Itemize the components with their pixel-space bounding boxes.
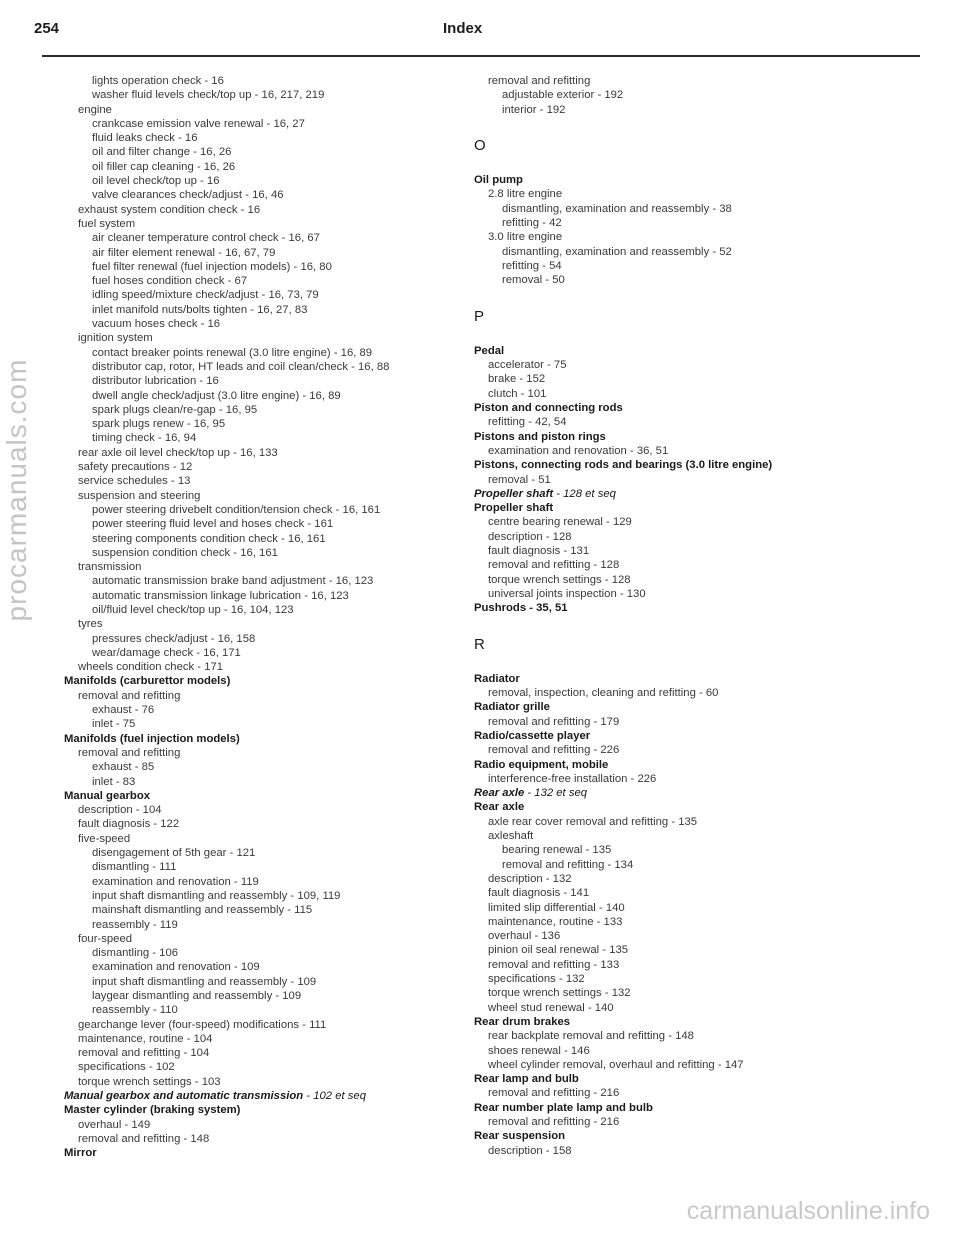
index-entry: refitting - 42, 54 <box>488 416 567 429</box>
index-heading: Propeller shaft <box>474 502 554 515</box>
index-heading: Oil pump <box>474 174 523 187</box>
index-heading: Rear suspension <box>474 1130 566 1143</box>
index-entry: reassembly - 110 <box>92 1004 178 1017</box>
section-letter: R <box>474 635 485 653</box>
index-entry: examination and renovation - 109 <box>92 961 260 974</box>
index-entry: oil and filter change - 16, 26 <box>92 146 232 159</box>
index-entry: oil level check/top up - 16 <box>92 175 220 188</box>
index-heading: Rear axle <box>474 801 525 814</box>
index-heading: Mirror <box>64 1147 97 1160</box>
index-entry: axleshaft <box>488 830 534 843</box>
index-entry: refitting - 54 <box>502 259 562 272</box>
index-entry: power steering fluid level and hoses check - 161 <box>92 518 334 531</box>
index-entry: rear backplate removal and refitting - 148 <box>488 1030 694 1043</box>
index-entry: power steering drivebelt condition/tension check - 16, 161 <box>92 503 381 516</box>
index-entry: wear/damage check - 16, 171 <box>92 646 241 659</box>
index-entry: limited slip differential - 140 <box>488 901 625 914</box>
index-entry: removal and refitting - 128 <box>488 559 620 572</box>
index-entry: spark plugs renew - 16, 95 <box>92 418 226 431</box>
index-entry: washer fluid levels check/top up - 16, 217, 219 <box>92 89 325 102</box>
index-entry: description - 128 <box>488 530 572 543</box>
index-entry: exhaust - 76 <box>92 704 155 717</box>
section-letter: P <box>474 307 485 325</box>
index-entry: universal joints inspection - 130 <box>488 587 646 600</box>
index-entry: maintenance, routine - 104 <box>78 1032 213 1045</box>
index-entry: overhaul - 136 <box>488 930 561 943</box>
index-entry: input shaft dismantling and reassembly - 109 <box>92 975 317 988</box>
index-entry: torque wrench settings - 103 <box>78 1075 221 1088</box>
index-entry: oil/fluid level check/top up - 16, 104, 123 <box>92 603 294 616</box>
index-entry: removal and refitting - 148 <box>78 1132 210 1145</box>
index-entry: removal and refitting - 226 <box>488 744 620 757</box>
index-entry: timing check - 16, 94 <box>92 432 197 445</box>
index-heading: Radiator <box>474 672 520 685</box>
index-entry: removal, inspection, cleaning and refitting - 60 <box>488 687 719 700</box>
index-column-right <box>474 74 934 1158</box>
watermark-left <box>0 190 34 790</box>
index-entry: ignition system <box>78 332 153 345</box>
index-entry: refitting - 42 <box>502 217 562 230</box>
index-entry: axle rear cover removal and refitting - 135 <box>488 815 698 828</box>
index-entry: fault diagnosis - 122 <box>78 818 180 831</box>
index-entry: pressures check/adjust - 16, 158 <box>92 632 256 645</box>
index-entry: valve clearances check/adjust - 16, 46 <box>92 189 284 202</box>
index-page-ref: - 132 et seq <box>524 787 588 800</box>
index-entry: accelerator - 75 <box>488 359 567 372</box>
index-entry: service schedules - 13 <box>78 475 191 488</box>
index-entry: safety precautions - 12 <box>78 461 193 474</box>
index-heading: Rear number plate lamp and bulb <box>474 1101 653 1114</box>
index-entry: removal and refitting - 216 <box>488 1087 620 1100</box>
index-entry: clutch - 101 <box>488 387 547 400</box>
index-entry: suspension and steering <box>78 489 201 502</box>
index-entry: mainshaft dismantling and reassembly - 115 <box>92 904 313 917</box>
index-entry: tyres <box>78 618 103 631</box>
index-entry: fuel hoses condition check - 67 <box>92 275 248 288</box>
index-entry: overhaul - 149 <box>78 1118 151 1131</box>
page-number: 254 <box>34 20 60 37</box>
index-heading <box>64 1089 484 1103</box>
index-entry: wheel cylinder removal, overhaul and refitting - 147 <box>488 1058 744 1071</box>
index-entry: removal and refitting - 179 <box>488 715 620 728</box>
index-page-ref: - 128 et seq <box>553 487 616 500</box>
watermark-bottom: carmanualsonline.info <box>686 1197 930 1225</box>
page-title: Index <box>443 20 483 37</box>
index-entry: removal and refitting <box>78 689 181 702</box>
index-entry: transmission <box>78 561 142 574</box>
index-entry: engine <box>78 103 112 116</box>
index-heading: Radiator grille <box>474 701 550 714</box>
index-entry: 2.8 litre engine <box>488 188 563 201</box>
index-entry: bearing renewal - 135 <box>502 844 612 857</box>
index-entry: automatic transmission linkage lubrication - 16, 123 <box>92 589 349 602</box>
index-entry: reassembly - 119 <box>92 918 178 931</box>
index-entry: air filter element renewal - 16, 67, 79 <box>92 246 276 259</box>
index-heading: Manual gearbox <box>64 789 151 802</box>
index-entry: adjustable exterior - 192 <box>502 89 624 102</box>
index-heading: Radio equipment, mobile <box>474 758 609 771</box>
index-entry: 3.0 litre engine <box>488 231 563 244</box>
index-entry: suspension condition check - 16, 161 <box>92 546 278 559</box>
section-letter: O <box>474 136 486 154</box>
index-entry: oil filler cap cleaning - 16, 26 <box>92 160 236 173</box>
index-heading: Pistons, connecting rods and bearings (3.0 litre engine) <box>474 459 773 472</box>
index-heading <box>474 786 934 800</box>
index-heading: Pedal <box>474 344 505 357</box>
index-entry: interior - 192 <box>502 103 566 116</box>
index-entry: steering components condition check - 16, 161 <box>92 532 326 545</box>
index-entry: removal and refitting <box>78 746 181 759</box>
index-entry: removal - 50 <box>502 274 565 287</box>
index-entry: examination and renovation - 36, 51 <box>488 444 669 457</box>
index-entry: contact breaker points renewal (3.0 litre engine) - 16, 89 <box>92 346 373 359</box>
index-entry: specifications - 102 <box>78 1061 175 1074</box>
index-heading: Master cylinder (braking system) <box>64 1104 241 1117</box>
index-entry: removal - 51 <box>488 473 551 486</box>
index-entry: pinion oil seal renewal - 135 <box>488 944 629 957</box>
index-heading-text: Manual gearbox and automatic transmission <box>64 1090 304 1103</box>
index-entry: torque wrench settings - 128 <box>488 573 631 586</box>
index-entry: laygear dismantling and reassembly - 109 <box>92 990 302 1002</box>
index-entry: input shaft dismantling and reassembly - 109, 119 <box>92 889 341 902</box>
index-entry: idling speed/mixture check/adjust - 16, 73, 79 <box>92 289 319 302</box>
index-entry: dismantling - 111 <box>92 861 177 874</box>
index-entry: description - 132 <box>488 872 572 885</box>
index-heading-text: Rear axle <box>474 787 525 800</box>
index-entry: five-speed <box>78 832 131 845</box>
index-entry: removal and refitting <box>488 75 591 87</box>
watermark-left-text: procarmanuals.com <box>1 358 32 622</box>
index-entry: examination and renovation - 119 <box>92 875 259 888</box>
index-entry: removal and refitting - 134 <box>502 858 634 871</box>
index-entry: four-speed <box>78 932 133 945</box>
index-heading: Rear lamp and bulb <box>474 1073 579 1086</box>
index-page-ref: - 102 et seq <box>303 1090 366 1103</box>
index-entry: description - 104 <box>78 804 162 817</box>
index-entry: fluid leaks check - 16 <box>92 132 198 145</box>
index-entry: dismantling, examination and reassembly - 52 <box>502 245 732 258</box>
index-heading: Manifolds (carburettor models) <box>64 675 231 688</box>
index-entry: dismantling - 106 <box>92 947 179 960</box>
index-entry: fault diagnosis - 141 <box>488 887 590 900</box>
index-heading: Manifolds (fuel injection models) <box>64 732 240 745</box>
index-entry: removal and refitting - 216 <box>488 1116 620 1128</box>
index-entry: wheels condition check - 171 <box>78 661 224 674</box>
index-entry: fault diagnosis - 131 <box>488 545 590 558</box>
header-rule <box>42 55 920 57</box>
index-entry: exhaust system condition check - 16 <box>78 203 261 216</box>
index-entry: lights operation check - 16 <box>92 75 224 87</box>
index-entry: distributor lubrication - 16 <box>92 375 219 388</box>
index-heading: Rear drum brakes <box>474 1015 571 1028</box>
index-entry: inlet - 83 <box>92 775 136 788</box>
index-entry: vacuum hoses check - 16 <box>92 318 221 331</box>
index-heading: Pushrods - 35, 51 <box>474 602 568 615</box>
index-entry: removal and refitting - 133 <box>488 958 620 971</box>
index-entry: brake - 152 <box>488 373 546 386</box>
index-entry: removal and refitting - 104 <box>78 1047 210 1060</box>
index-entry: maintenance, routine - 133 <box>488 915 623 928</box>
index-column-left <box>64 74 484 1161</box>
index-entry: fuel filter renewal (fuel injection models) - 16, 80 <box>92 260 332 273</box>
index-entry: distributor cap, rotor, HT leads and coil clean/check - 16, 88 <box>92 360 390 373</box>
index-entry: rear axle oil level check/top up - 16, 133 <box>78 446 278 459</box>
index-entry: crankcase emission valve renewal - 16, 27 <box>92 117 305 130</box>
index-heading <box>474 487 934 501</box>
index-entry: shoes renewal - 146 <box>488 1044 590 1057</box>
index-entry: interference-free installation - 226 <box>488 772 657 785</box>
index-heading-text: Propeller shaft <box>474 487 554 500</box>
index-entry: gearchange lever (four-speed) modifications - 111 <box>78 1018 327 1031</box>
index-entry: automatic transmission brake band adjustment - 16, 123 <box>92 575 374 588</box>
index-entry: inlet manifold nuts/bolts tighten - 16, 27, 83 <box>92 303 308 316</box>
index-entry: description - 158 <box>488 1144 572 1157</box>
index-heading: Pistons and piston rings <box>474 430 606 443</box>
index-entry: spark plugs clean/re-gap - 16, 95 <box>92 403 258 416</box>
index-entry: fuel system <box>78 217 136 230</box>
index-entry: torque wrench settings - 132 <box>488 987 631 1000</box>
index-entry: disengagement of 5th gear - 121 <box>92 847 256 860</box>
index-entry: dismantling, examination and reassembly - 38 <box>502 202 732 215</box>
index-heading: Piston and connecting rods <box>474 402 623 415</box>
index-entry: exhaust - 85 <box>92 761 155 774</box>
index-entry: inlet - 75 <box>92 718 136 731</box>
index-heading: Radio/cassette player <box>474 729 591 742</box>
index-entry: specifications - 132 <box>488 973 585 986</box>
index-entry: wheel stud renewal - 140 <box>488 1001 614 1014</box>
index-entry: centre bearing renewal - 129 <box>488 516 632 529</box>
index-entry: air cleaner temperature control check - 16, 67 <box>92 232 320 245</box>
index-entry: dwell angle check/adjust (3.0 litre engine) - 16, 89 <box>92 389 341 402</box>
